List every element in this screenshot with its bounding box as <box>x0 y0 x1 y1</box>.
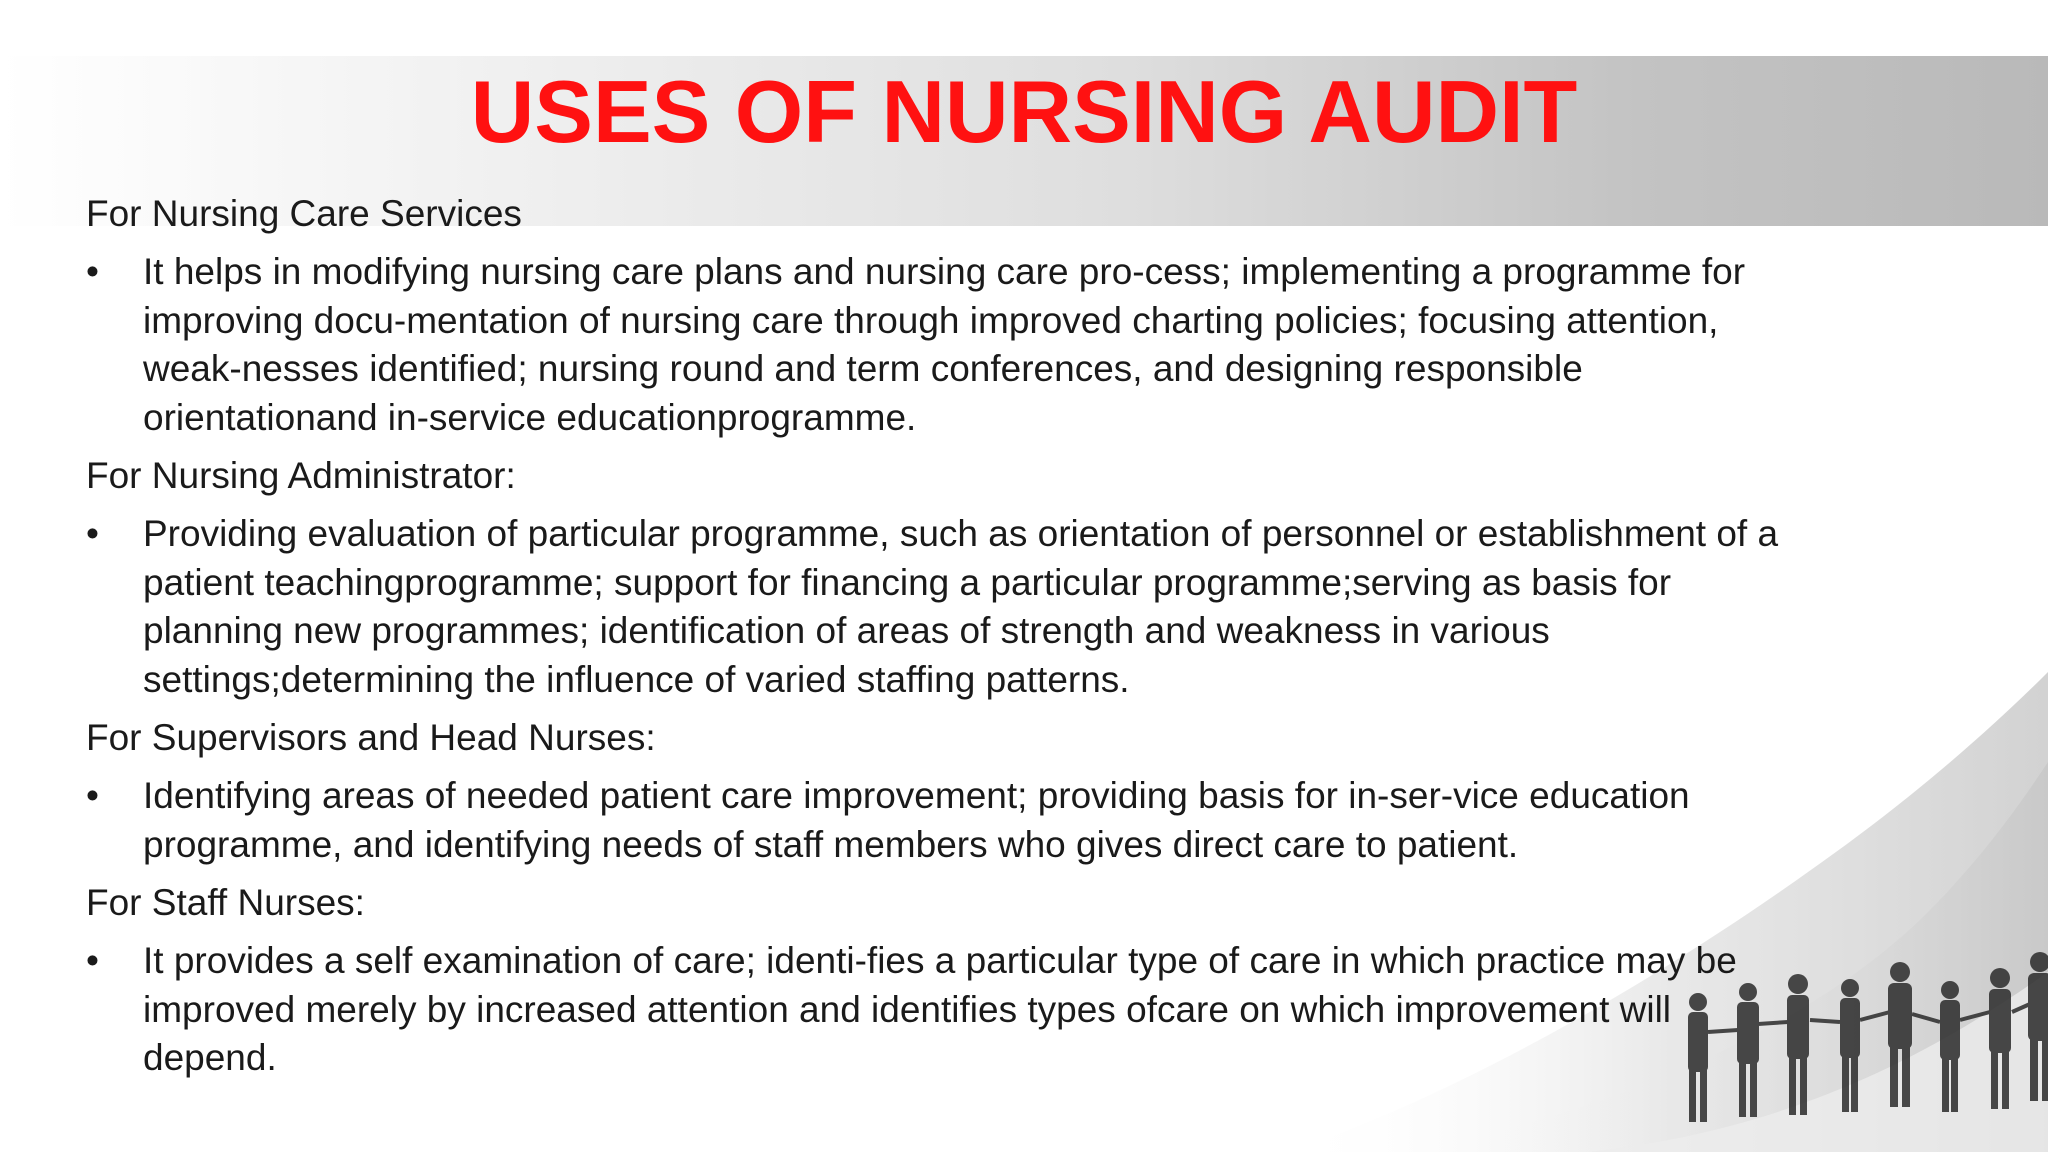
slide-title: USES OF NURSING AUDIT <box>470 62 1578 161</box>
section-staff-nurses <box>86 879 1986 1083</box>
bullet-text: Identifying areas of needed patient care improvement; providing basis for in-ser-vice education programme, and identifying needs of staff members who gives direct care to patient. <box>143 775 1690 865</box>
slide-content <box>86 190 1986 1093</box>
bullet-icon: • <box>86 251 99 292</box>
bullet-text: Providing evaluation of particular programme, such as orientation of personnel or establishment of a patient teachingprogramme; support for financing a particular programme;serving as basis for planning new programmes; identification of areas of strength and weakness in various settings;determining the influence of varied staffing patterns. <box>143 513 1779 700</box>
section-heading: For Nursing Care Services <box>86 193 522 234</box>
section-nursing-administrator <box>86 452 1986 704</box>
section-heading: For Staff Nurses: <box>86 882 365 923</box>
bullet-item <box>86 510 1986 704</box>
bullet-item <box>86 937 1986 1083</box>
bullet-text: It helps in modifying nursing care plans and nursing care pro-cess; implementing a programme for improving docu-mentation of nursing care through improved charting policies; focusing attention, weak-nesses identified; nursing round and term conferences, and designing responsible orientationand in-service educationprogramme. <box>143 251 1746 438</box>
bullet-icon: • <box>86 775 99 816</box>
bullet-text: It provides a self examination of care; identi-fies a particular type of care in which practice may be improved merely by increased attention and identifies types ofcare on which improvement will depend. <box>143 940 1737 1078</box>
section-supervisors-head-nurses <box>86 714 1986 869</box>
bullet-icon: • <box>86 940 99 981</box>
section-heading: For Supervisors and Head Nurses: <box>86 717 656 758</box>
bullet-item <box>86 248 1986 442</box>
section-nursing-care-services <box>86 190 1986 442</box>
bullet-icon: • <box>86 513 99 554</box>
bullet-item <box>86 772 1986 869</box>
section-heading: For Nursing Administrator: <box>86 455 516 496</box>
